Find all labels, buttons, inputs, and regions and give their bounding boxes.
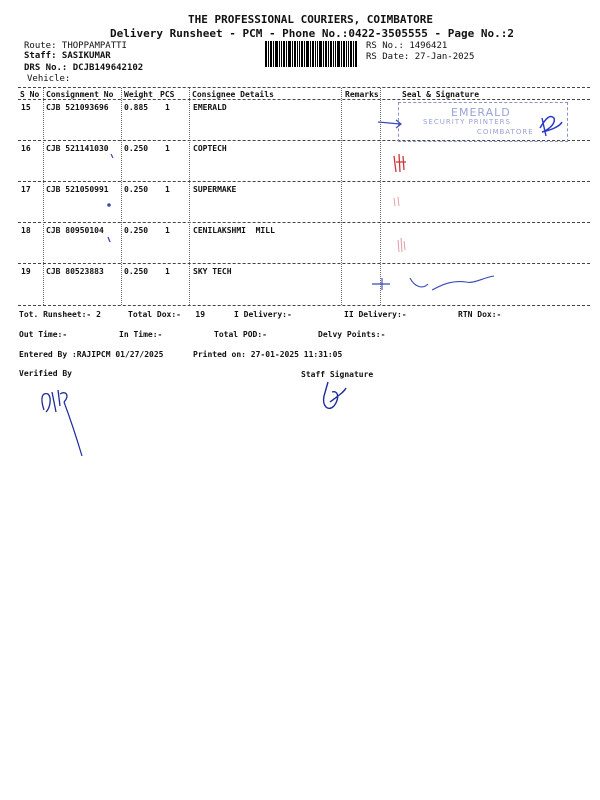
- row-sno: 15: [21, 103, 31, 112]
- rtn-dox: RTN Dox:-: [458, 310, 502, 319]
- handwritten-marks: [370, 100, 570, 300]
- column-divider: [189, 88, 190, 305]
- row-pcs: 1: [165, 103, 170, 112]
- row-weight: 0.250: [124, 226, 149, 235]
- printed-on: Printed on: 27-01-2025 11:31:05: [193, 350, 343, 359]
- row-sno: 18: [21, 226, 31, 235]
- col-header-consignee: Consignee Details: [192, 90, 274, 99]
- row-weight: 0.250: [124, 267, 149, 276]
- row-consignee: CENILAKSHMI MILL: [193, 226, 275, 235]
- pen-marks: [100, 150, 120, 250]
- staff-signature: [312, 378, 352, 418]
- drs-number: DRS No.: DCJB149642102: [24, 63, 144, 73]
- col-header-pcs: PCS: [160, 90, 175, 99]
- i-delivery: I Delivery:-: [234, 310, 292, 319]
- total-dox: Total Dox:- 19: [128, 310, 206, 319]
- row-pcs: 1: [165, 226, 170, 235]
- delvy-points: Delvy Points:-: [318, 330, 386, 339]
- row-consignee: EMERALD: [193, 103, 227, 112]
- total-pod: Total POD:-: [214, 330, 267, 339]
- row-weight: 0.250: [124, 144, 149, 153]
- row-pcs: 1: [165, 267, 170, 276]
- col-header-remarks: Remarks: [345, 90, 379, 99]
- row-sno: 16: [21, 144, 31, 153]
- row-pcs: 1: [165, 185, 170, 194]
- company-title: THE PROFESSIONAL COURIERS, COIMBATORE: [188, 13, 434, 26]
- table-bottom-rule: [18, 305, 590, 306]
- tot-runsheet: Tot. Runsheet:- 2: [19, 310, 101, 319]
- out-time: Out Time:-: [19, 330, 68, 339]
- vehicle-label: Vehicle:: [27, 74, 71, 84]
- col-header-consignment: Consignment No: [46, 90, 114, 99]
- row-consignee: SKY TECH: [193, 267, 232, 276]
- row-consignment: CJB 80523883: [46, 267, 104, 276]
- row-weight: 0.250: [124, 185, 149, 194]
- stamp-line: COIMBATORE: [477, 128, 534, 136]
- stamp-line: EMERALD: [451, 106, 511, 119]
- row-weight: 0.885: [124, 103, 149, 112]
- rs-date: RS Date: 27-Jan-2025: [366, 52, 475, 62]
- route-label: Route: THOPPAMPATTI: [24, 41, 127, 51]
- verified-signature: [30, 380, 90, 460]
- stamp-line: SECURITY PRINTERS: [423, 118, 511, 126]
- runsheet-subtitle: Delivery Runsheet - PCM - Phone No.:0422-3505555 - Page No.:2: [110, 27, 514, 40]
- staff-label: Staff: SASIKUMAR: [24, 51, 111, 61]
- row-sno: 17: [21, 185, 31, 194]
- column-divider: [121, 88, 122, 305]
- row-pcs: 1: [165, 144, 170, 153]
- in-time: In Time:-: [119, 330, 163, 339]
- verified-by-label: Verified By: [19, 369, 72, 378]
- row-consignee: COPTECH: [193, 144, 227, 153]
- row-consignment: CJB 521093696: [46, 103, 109, 112]
- row-sno: 19: [21, 267, 31, 276]
- row-consignee: SUPERMAKE: [193, 185, 237, 194]
- col-header-seal: Seal & Signature: [402, 90, 480, 99]
- barcode-image: [265, 41, 357, 67]
- row-consignment: CJB 80950104: [46, 226, 104, 235]
- table-top-rule: [18, 87, 590, 88]
- row-consignment: CJB 521141030: [46, 144, 109, 153]
- rs-number: RS No.: 1496421: [366, 41, 448, 51]
- column-divider: [341, 88, 342, 305]
- entered-by: Entered By :RAJIPCM 01/27/2025: [19, 350, 164, 359]
- column-divider: [43, 88, 44, 305]
- col-header-sno: S No: [20, 90, 40, 99]
- row-consignment: CJB 521050991: [46, 185, 109, 194]
- staff-signature-label: Staff Signature: [301, 370, 374, 379]
- col-header-weight: Weight: [124, 90, 153, 99]
- ii-delivery: II Delivery:-: [344, 310, 407, 319]
